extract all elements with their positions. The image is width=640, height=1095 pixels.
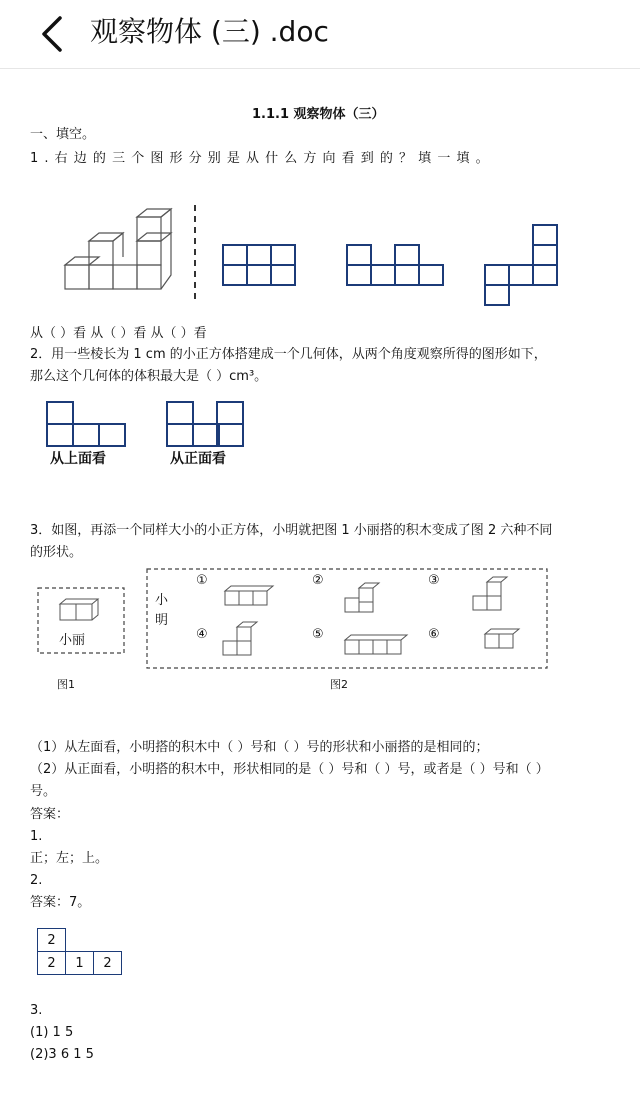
q3-figure: [35, 566, 550, 681]
question-3-sub-2-end: 号。: [30, 784, 57, 799]
answer-2-grid: [37, 928, 122, 975]
isometric-cubes: [65, 209, 171, 289]
top-bar: [0, 0, 640, 69]
chevron-left-icon[interactable]: [34, 12, 74, 56]
circled-4: ④: [196, 627, 208, 642]
question-3-line-1: 3．如图，再添一个同样大小的小正方体，小明就把图 1 小丽搭的积木变成了图 2 六种不同: [30, 523, 553, 538]
label-top-view: 从上面看: [50, 451, 106, 467]
circled-3: ③: [428, 573, 440, 588]
label-xiaoming-2: 明: [155, 613, 169, 628]
label-fig2: 图2: [330, 678, 348, 691]
question-3-sub-2: （2）从正面看，小明搭的积木中，形状相同的是（ ）号和（ ）号，或者是（ ）号和（ ）: [30, 762, 549, 777]
answer-1-text: 正；左；上。: [30, 851, 109, 866]
question-2-line-1: 2．用一些棱长为 1 cm 的小正方体搭建成一个几何体，从两个角度观察所得的图形如下，: [30, 347, 547, 362]
question-1-text: 1 . 右 边 的 三 个 图 形 分 别 是 从 什 么 方 向 看 到 的 ？ 填 一 填 。: [30, 151, 490, 166]
label-fig1: 图1: [57, 678, 75, 691]
answer-2-text: 答案：7。: [30, 895, 91, 910]
grid-cell: 2: [38, 952, 66, 975]
question-1-answer-line: 从（ ）看 从（ ）看 从（ ）看: [30, 326, 207, 341]
label-xiaoming-1: 小: [155, 593, 169, 608]
question-2-line-2: 那么这个几何体的体积最大是（ ）cm³。: [30, 369, 268, 384]
grid-cell: 2: [94, 952, 122, 975]
question-3-sub-1: （1）从左面看，小明搭的积木中（ ）号和（ ）号的形状和小丽搭的是相同的；: [30, 740, 489, 755]
document-title: 观察物体 (三) .doc: [90, 15, 329, 48]
label-front-view: 从正面看: [170, 451, 226, 467]
answer-2-number: 2.: [30, 873, 43, 888]
answer-3-number: 3.: [30, 1003, 43, 1018]
front-view-grid: [167, 402, 243, 446]
answer-1-number: 1.: [30, 829, 43, 844]
circled-5: ⑤: [312, 627, 324, 642]
view-right: [485, 225, 557, 305]
document-page: [0, 68, 640, 1095]
question-3-line-2: 的形状。: [30, 545, 83, 560]
grid-cell: 1: [66, 952, 94, 975]
answer-3-line-1: (1) 1 5: [30, 1025, 74, 1040]
top-view-grid: [47, 402, 125, 446]
view-middle: [347, 245, 443, 285]
grid-cell: 2: [38, 929, 66, 952]
view-left: [223, 245, 295, 285]
section-title: 一、填空。: [30, 127, 96, 142]
cube-shapes: [60, 577, 519, 655]
circled-2: ②: [312, 573, 324, 588]
answer-3-line-2: (2)3 6 1 5: [30, 1047, 94, 1062]
q1-figure: [55, 200, 595, 310]
label-xiaoli: 小丽: [59, 633, 86, 648]
answers-label: 答案：: [30, 807, 70, 822]
doc-heading: 1.1.1 观察物体（三）: [252, 107, 385, 122]
circled-6: ⑥: [428, 627, 440, 642]
circled-1: ①: [196, 573, 208, 588]
